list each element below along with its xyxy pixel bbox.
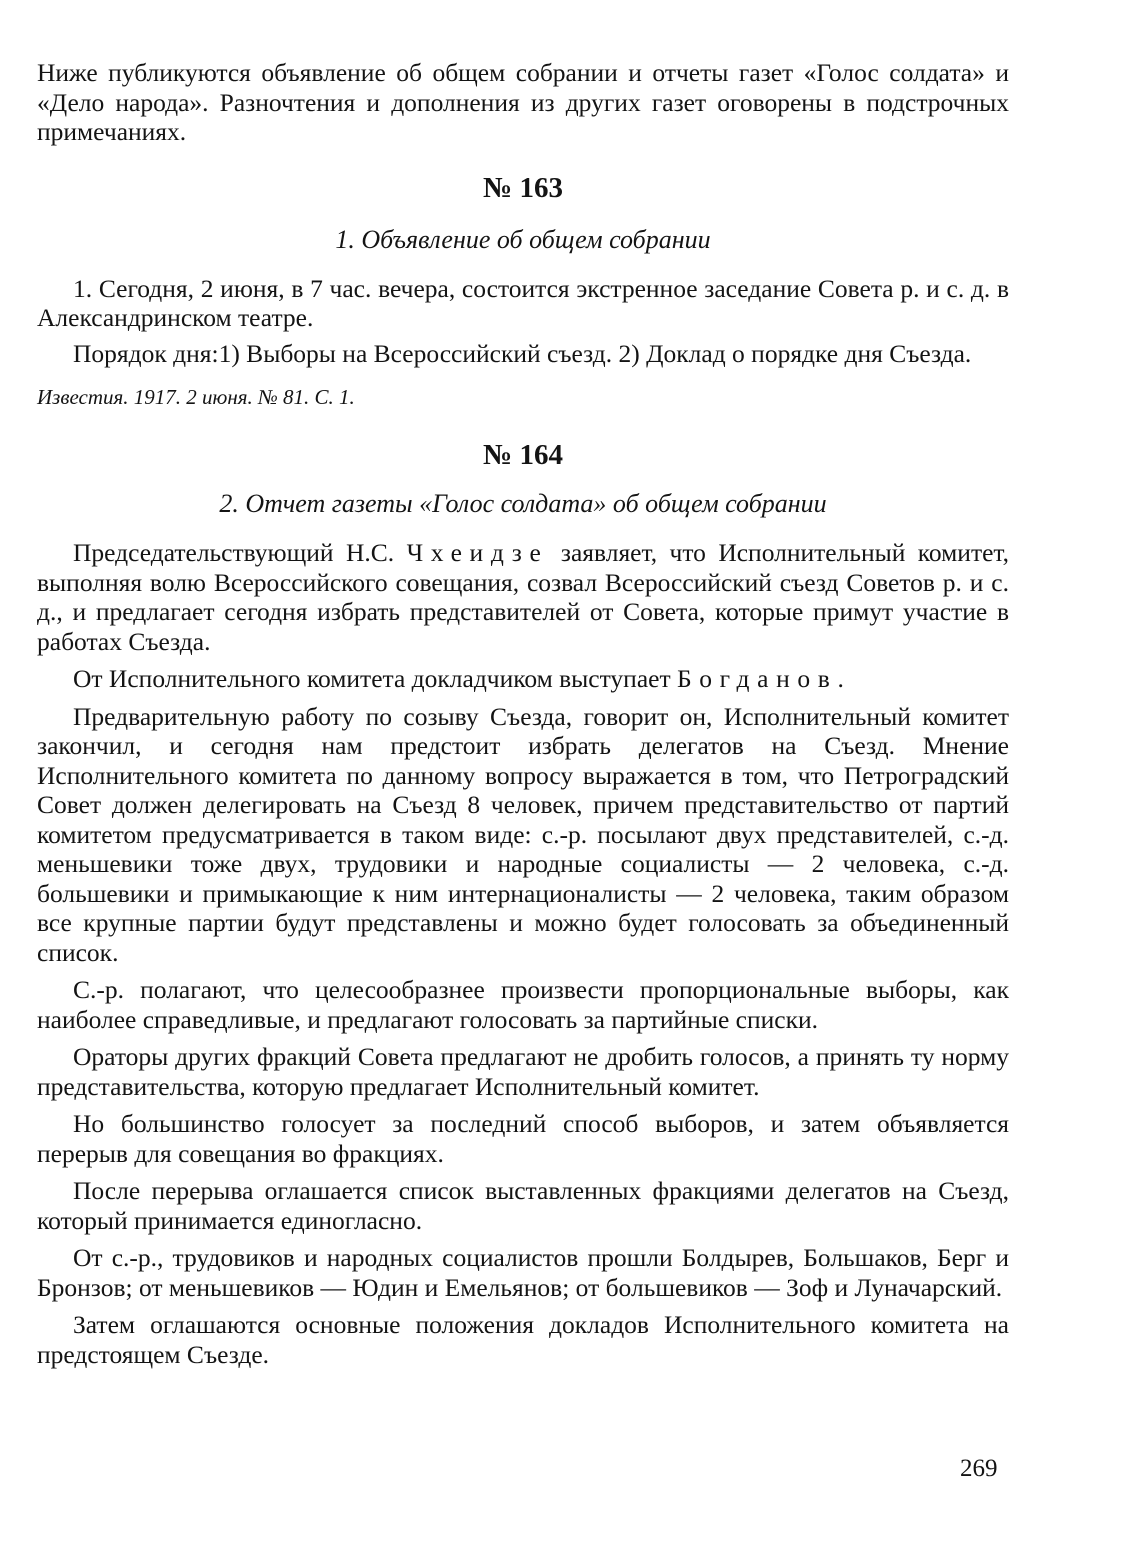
doc-164-paragraph: От с.-р., трудовиков и народных социалистов прошли Болдырев, Большаков, Берг и Бронзов; от меньшевиков — Юдин и Емельянов; от большевиков — Зоф и Луначарский.: [37, 1243, 1009, 1302]
text-run: От Исполнительного комитета докладчиком выступает: [73, 664, 677, 693]
doc-164-paragraph: С.-р. полагают, что целесообразнее произвести пропорциональные выборы, как наиболее справедливые, и предлагают голосовать за партийные списки.: [37, 975, 1009, 1034]
doc-163-paragraph: 1. Сегодня, 2 июня, в 7 час. вечера, состоится экстренное заседание Совета р. и с. д. в Александринском театре.: [37, 273, 1009, 332]
doc-163-source: Известия. 1917. 2 июня. № 81. С. 1.: [37, 385, 355, 409]
doc-163-number: № 163: [483, 171, 563, 204]
doc-164-paragraph: Затем оглашаются основные положения докладов Исполнительного комитета на предстоящем Съезде.: [37, 1310, 1009, 1369]
doc-163-title: 1. Объявление об общем собрании: [335, 224, 711, 254]
doc-164-paragraph: [37, 538, 1009, 656]
speaker-name: Богданов: [676, 664, 838, 693]
text-run: Председательствующий Н.С.: [73, 538, 407, 567]
page-body: [37, 58, 1009, 1369]
doc-164-paragraph: [37, 664, 1009, 694]
doc-164-title: 2. Отчет газеты «Голос солдата» об общем собрании: [219, 489, 827, 518]
speaker-name: Чхеидзе: [406, 538, 549, 567]
page-number: 269: [960, 1455, 998, 1482]
doc-163-paragraph: Порядок дня:1) Выборы на Всероссийский съезд. 2) Доклад о порядке дня Съезда.: [73, 338, 972, 368]
intro-paragraph: Ниже публикуются объявление об общем собрании и отчеты газет «Голос солдата» и «Дело народа». Разночтения и дополнения из других газет оговорены в подстрочных примечаниях.: [37, 58, 1009, 146]
doc-164-paragraph: Ораторы других фракций Совета предлагают не дробить голосов, а принять ту норму представительства, которую предлагает Исполнительный комитет.: [37, 1042, 1009, 1101]
doc-163-body: [37, 274, 1009, 369]
doc-164-paragraph: После перерыва оглашается список выставленных фракциями делегатов на Съезд, который принимается единогласно.: [37, 1176, 1009, 1235]
doc-164-paragraph: Но большинство голосует за последний способ выборов, и затем объявляется перерыв для совещания во фракциях.: [37, 1109, 1009, 1168]
doc-164-body: [37, 538, 1009, 1369]
doc-164-paragraph: Предварительную работу по созыву Съезда, говорит он, Исполнительный комитет закончил, и сегодня нам предстоит избрать делегатов на Съезд. Мнение Исполнительного комитета по данному вопросу выражается в том, что Петроградский Совет должен делегировать на Съезд 8 человек, причем представительство от партий комитетом предусматривается в таком виде: с.-р. посылают двух представителей, с.-д. меньшевики тоже двух, трудовики и народные социалисты — 2 человека, с.-д. большевики и примыкающие к ним интернационалисты — 2 человека, таким образом все крупные партии будут представлены и можно будет голосовать за объединенный список.: [37, 701, 1009, 967]
text-run: заявляет, что Исполнительный комитет, выполняя волю Всероссийского совещания, созвал Всероссийский съезд Советов р. и с. д., и предлагает сегодня избрать представителей от Совета, которые примут участие в работах Съезда.: [37, 538, 1010, 656]
doc-164-number: № 164: [483, 439, 563, 471]
text-run: .: [837, 664, 844, 693]
